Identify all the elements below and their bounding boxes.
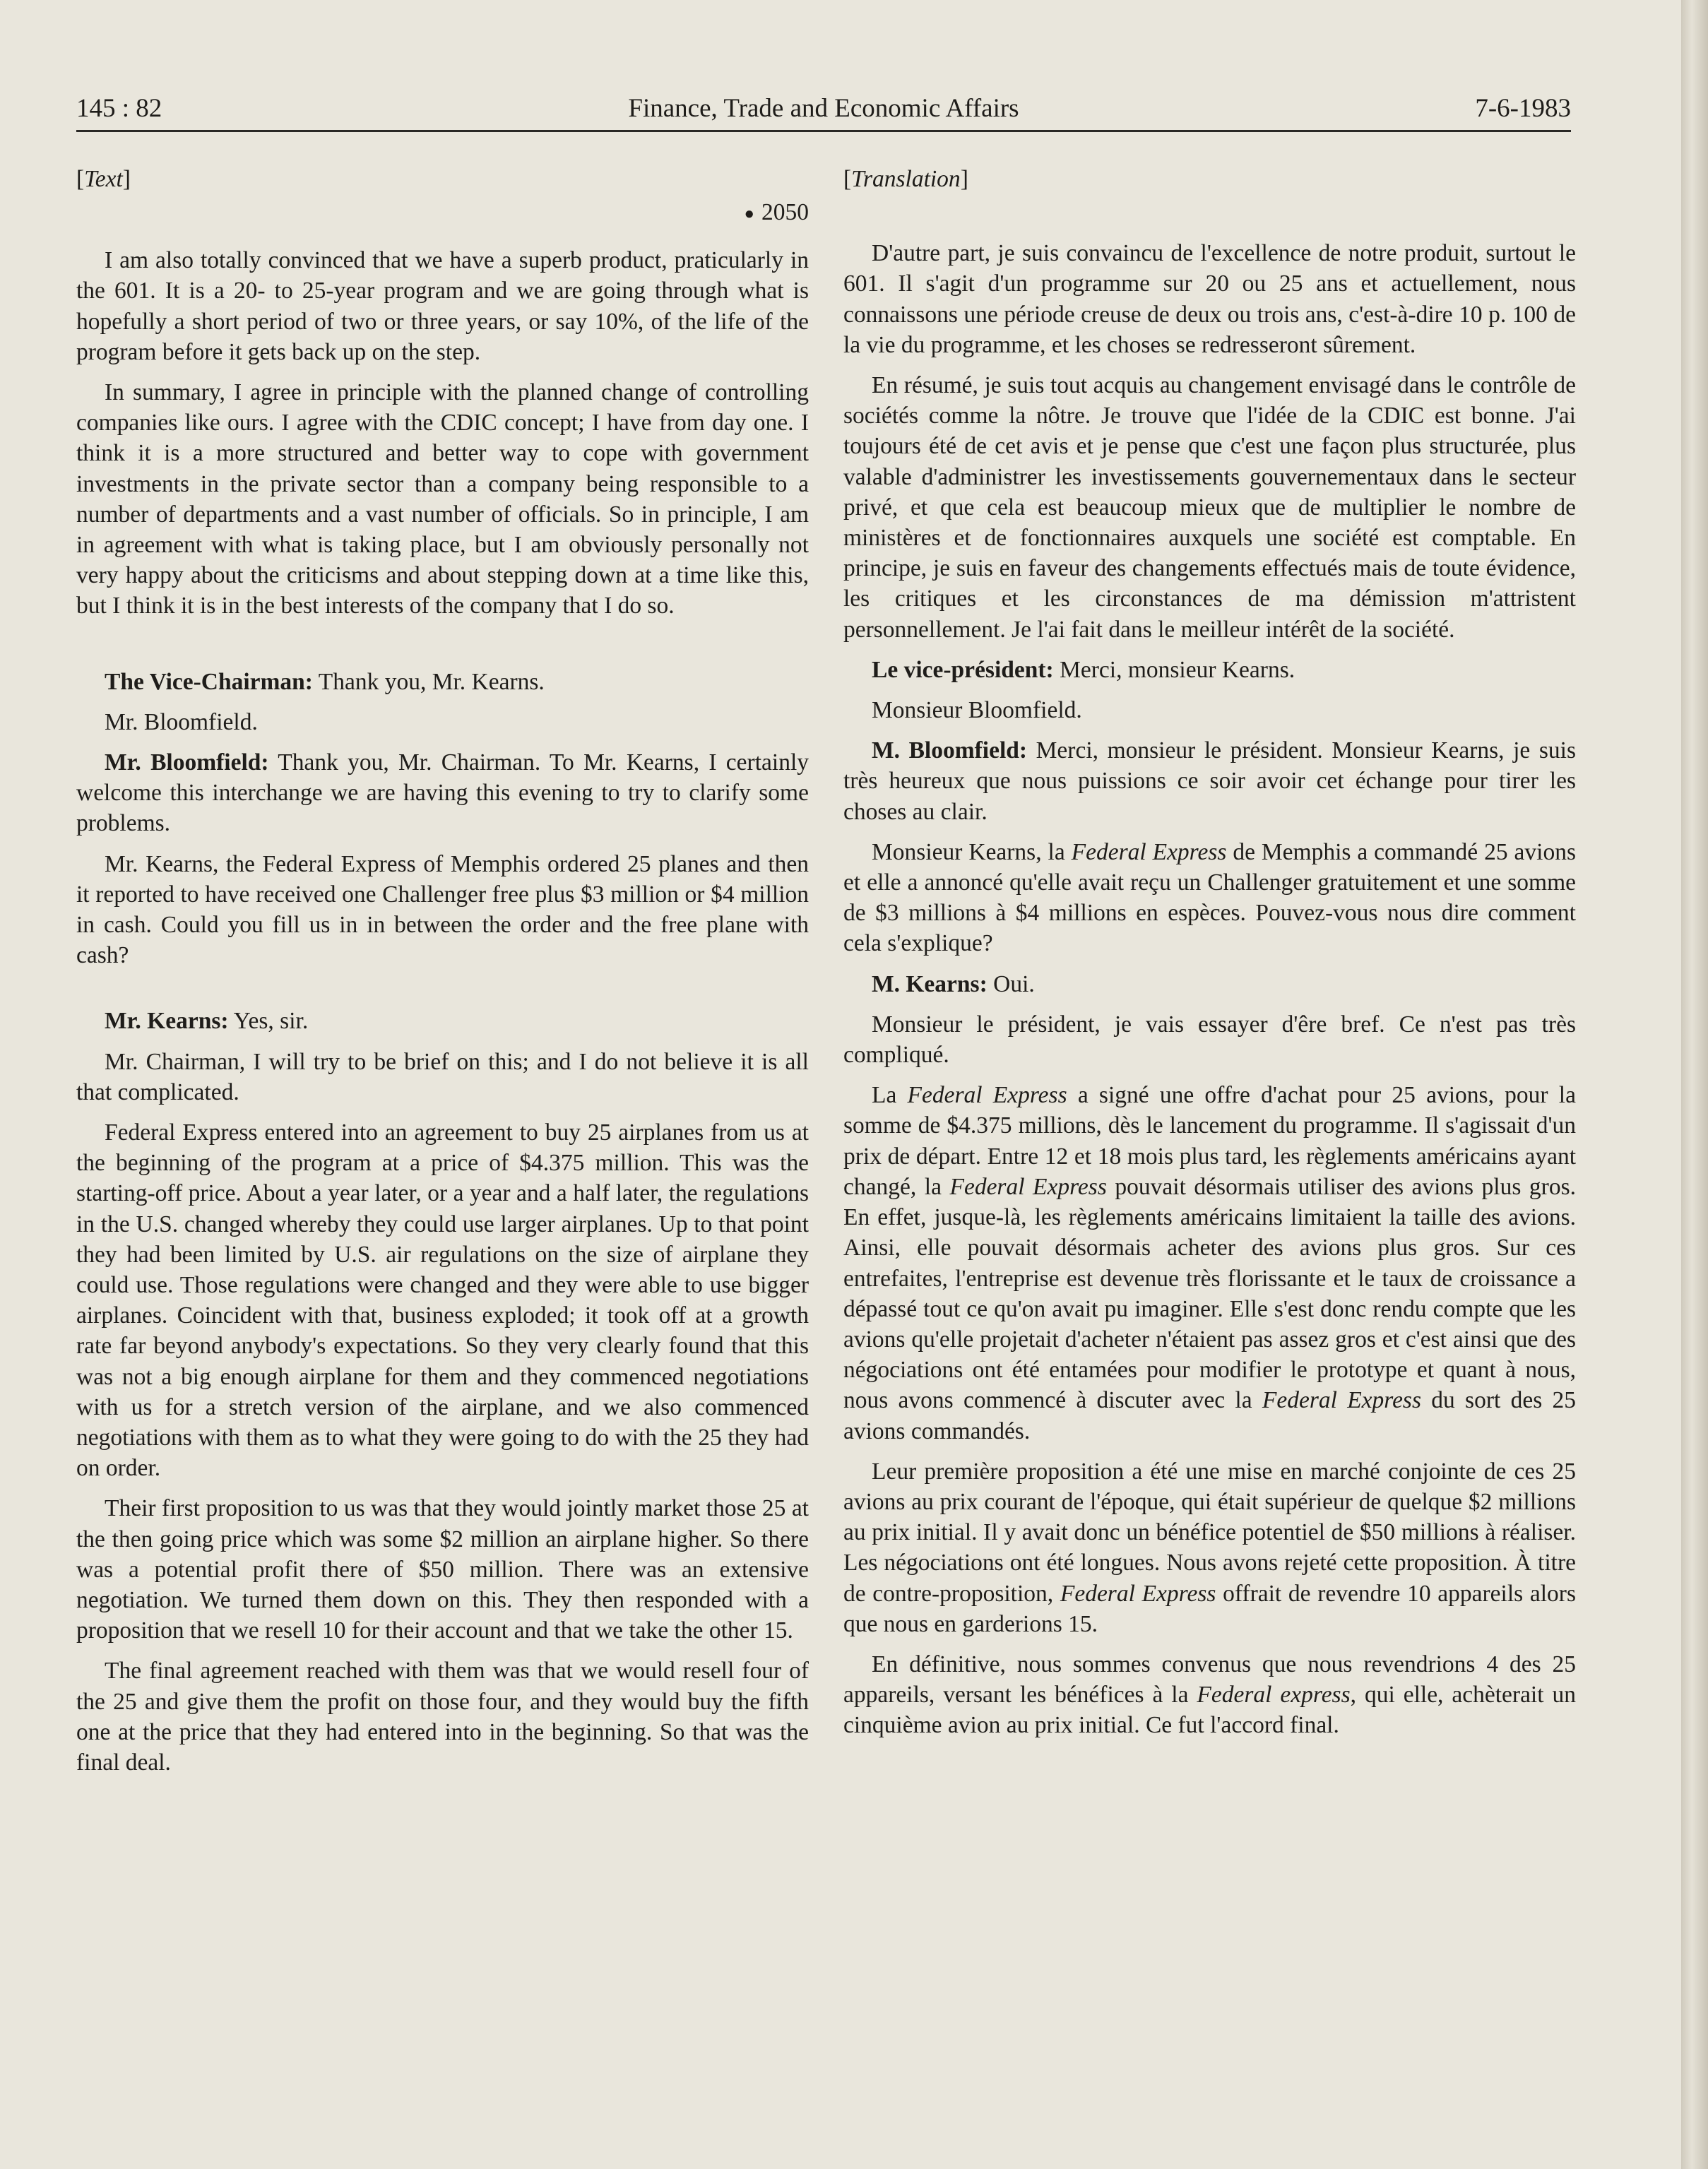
speaker-paragraph: Le vice-président: Merci, monsieur Kearns. xyxy=(872,656,1295,683)
paragraph: Mr. Chairman, I will try to be brief on this; and I do not believe it is all that complicated. xyxy=(76,1048,809,1105)
speaker-name: Mr. Bloomfield: xyxy=(105,749,269,776)
speaker-name: The Vice-Chairman: xyxy=(105,668,313,695)
binding-edge xyxy=(1681,0,1708,2169)
paragraph: Monsieur Kearns, la Federal Express de Memphis a commandé 25 avions et elle a annoncé qu'elle avait reçu un Challenger gratuitement et une somme de $3 millions à $4 millions en espèces. Pouvez-vous nous dire comment cela s'explique? xyxy=(843,838,1576,957)
french-column xyxy=(843,164,1576,1751)
paragraph: En définitive, nous sommes convenus que nous revendrions 4 des 25 appareils, versant les bénéfices à la Federal express, qui elle, achèterait un cinquième avion au prix initial. Ce fut l'accord final. xyxy=(843,1651,1576,1739)
paragraph: Leur première proposition a été une mise en marché conjointe de ces 25 avions au prix courant de l'époque, qui était supérieur de quelque $2 millions au prix initial. Il y avait donc un bénéfice potentiel de $50 millions à réaliser. Les négociations ont été longues. Nous avons rejeté cette proposition. À titre de contre-proposition, Federal Express offrait de revendre 10 appareils alors que nous en garderions 15. xyxy=(843,1458,1576,1637)
paragraph: En résumé, je suis tout acquis au changement envisagé dans le contrôle de sociétés comme la nôtre. Je trouve que l'idée de la CDIC est bonne. J'ai toujours été de cet avis et je pense que c'est une façon plus structurée, plus valable d'administrer les investissements gouvernementaux dans le secteur privé, et que cela est beaucoup mieux que de multiplier le nombre de ministères et de fonctionnaires auxquels une société est comptable. En principe, je suis en faveur des changements effectués mais de toute évidence, les critiques et les circonstances de ma démission m'attristent personnellement. Je l'ai fait dans le meilleur intérêt de la société. xyxy=(843,372,1576,643)
paragraph: Monsieur Bloomfield. xyxy=(872,697,1082,724)
header-date: 7-6-1983 xyxy=(1475,94,1571,123)
speaker-paragraph: The Vice-Chairman: Thank you, Mr. Kearns. xyxy=(105,668,545,695)
paragraph: Mr. Bloomfield. xyxy=(105,708,258,735)
column-label: [Text] xyxy=(76,166,131,192)
speaker-name: Mr. Kearns: xyxy=(105,1008,229,1035)
header-title: Finance, Trade and Economic Affairs xyxy=(628,94,1019,123)
paragraph: Their first proposition to us was that they would jointly market those 25 at the then going price which was some $2 million an airplane higher. So there was a potential profit there of $50 million. There was an extensive negotiation. We turned them down on this. They then responded with a proposition that we resell 10 for their account and that we take the other 15. xyxy=(76,1495,809,1644)
paragraph: Mr. Kearns, the Federal Express of Memphis ordered 25 planes and then it reported to have received one Challenger free plus $3 million or $4 million in cash. Could you fill us in in between the order and the free plane with cash? xyxy=(76,850,809,969)
paragraph: Federal Express entered into an agreement to buy 25 airplanes from us at the beginning of the program at a price of $4.375 million. This was the starting-off price. About a year later, or a year and a half later, the regulations in the U.S. changed whereby they could use larger airplanes. Up to that point they had been limited by U.S. air regulations on the size of airplane they could use. Those regulations were changed and they were able to use bigger airplanes. Coincident with that, business exploded; it took off at a growth rate far beyond anybody's expectations. So they very clearly found that this was not a big enough airplane for them and they commenced negotiations with us for a stretch version of the airplane, and we also commenced negotiations with them as to what they were going to do with the 25 they had on order. xyxy=(76,1119,809,1482)
paragraph: I am also totally convinced that we have a superb product, praticularly in the 601. It is a 20- to 25-year program and we are going through what is hopefully a short period of two or three years, or say 10%, of the life of the program before it gets back up on the step. xyxy=(76,247,809,365)
speaker-name: M. Bloomfield: xyxy=(872,737,1028,764)
paragraph: D'autre part, je suis convaincu de l'excellence de notre produit, surtout le 601. Il s'agit d'un programme sur 20 ou 25 ans et actuellement, nous connaissons une période creuse de deux ou trois ans, c'est-à-dire 10 p. 100 de la vie du programme, et les choses se redresseront sûrement. xyxy=(843,240,1576,358)
column-label: [Translation] xyxy=(843,166,968,192)
header-rule xyxy=(76,130,1571,132)
paragraph: In summary, I agree in principle with the planned change of controlling companies like ours. I agree with the CDIC concept; I have from day one. I think it is a more structured and better way to cope with government investments in the private sector than a company being responsible to a number of departments and a vast number of officials. So in principle, I am in agreement with what is taking place, but I am obviously personally not very happy about the criticisms and about stepping down at a time like this, but I think it is in the best interests of the company that I do so. xyxy=(76,379,809,619)
page-number: 145 : 82 xyxy=(76,94,162,123)
speaker-paragraph: M. Kearns: Oui. xyxy=(872,970,1035,997)
speaker-name: M. Kearns: xyxy=(872,970,988,997)
speaker-name: Le vice-président: xyxy=(872,656,1054,683)
speaker-paragraph: Mr. Bloomfield: Thank you, Mr. Chairman. To Mr. Kearns, I certainly welcome this interchange we are having this evening to try to clarify some problems. xyxy=(76,749,809,837)
english-column xyxy=(76,164,809,1788)
paragraph: The final agreement reached with them was that we would resell four of the 25 and give them the profit on those four, and they would buy the fifth one at the price that they had entered into in the beginning. So that was the final deal. xyxy=(76,1658,809,1776)
timestamp: ● 2050 xyxy=(744,199,809,226)
paragraph: Monsieur le président, je vais essayer d'êre bref. Ce n'est pas très compliqué. xyxy=(843,1011,1576,1069)
page-header xyxy=(76,93,1571,129)
speaker-paragraph: Mr. Kearns: Yes, sir. xyxy=(105,1008,309,1035)
paragraph: La Federal Express a signé une offre d'achat pour 25 avions, pour la somme de $4.375 millions, dès le lancement du programme. Il s'agissait d'un prix de départ. Entre 12 et 18 mois plus tard, les règlements américains ayant changé, la Federal Express pouvait désormais utiliser des avions plus gros. En effet, jusque-là, les règlements américains limitaient la taille des avions. Ainsi, elle pouvait désormais acheter des avions plus gros. Sur ces entrefaites, l'entreprise est devenue très florissante et le taux de croissance a dépassé tout ce qu'on avait pu imaginer. Elle s'est donc rendu compte que les avions qu'elle projetait d'acheter n'étaient pas assez gros et c'est ainsi que des négociations ont été entamées pour modifier le prototype et quant à nous, nous avons commencé à discuter avec la Federal Express du sort des 25 avions commandés. xyxy=(843,1082,1576,1444)
speaker-paragraph: M. Bloomfield: Merci, monsieur le président. Monsieur Kearns, je suis très heureux que nous puissions ce soir avoir cet échange pour tirer les choses au clair. xyxy=(843,737,1576,825)
bullet-icon: ● xyxy=(744,204,754,223)
